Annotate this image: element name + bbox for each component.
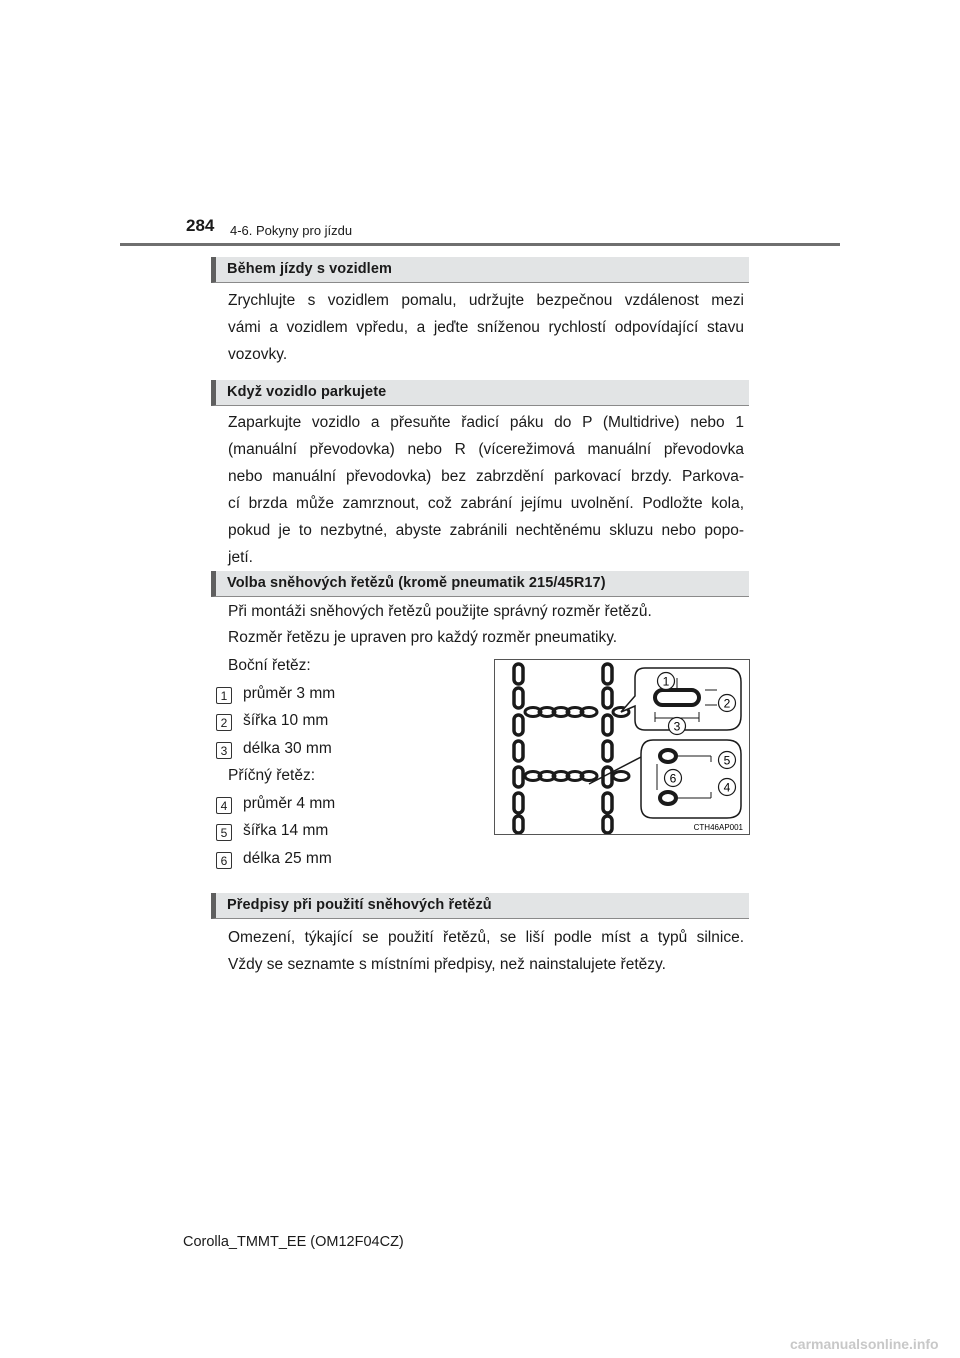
snow-chain-illustration [495, 660, 749, 834]
figure-code: CTH46AP001 [693, 823, 743, 832]
header-divider [120, 243, 840, 246]
heading-chain-selection-text: Volba sněhových řetězů (kromě pneumatik 215/45R17) [227, 575, 606, 591]
callout-number-5: 5 [216, 824, 232, 841]
side-chain-label: Boční řetěz: [228, 657, 311, 674]
section-title: 4-6. Pokyny pro jízdu [230, 223, 353, 238]
figure-callout-6: 6 [669, 771, 677, 786]
text-line: jetí. [228, 549, 253, 566]
callout-number-1: 1 [216, 687, 232, 704]
paragraph-regulations [228, 924, 744, 978]
text-line: nebo manuální převodovka) bez zabrzdění parkovací brzdy. Parkova- [228, 468, 744, 485]
text-line: (manuální převodovka) nebo R (vícerežimová manuální převodovka [228, 441, 744, 458]
text-line: vozovky. [228, 346, 288, 363]
cross-chain-length: délka 25 mm [243, 850, 332, 867]
chain-intro-line-1: Při montáži sněhových řetězů použijte správný rozměr řetězů. [228, 603, 652, 620]
heading-chain-regulations-text: Předpisy při použití sněhových řetězů [227, 897, 492, 913]
page-number: 284 [186, 216, 215, 235]
text-line: Vždy se seznamte s místními předpisy, než nainstalujete řetězy. [228, 956, 666, 973]
heading-driving [211, 257, 749, 283]
figure-callout-2: 2 [723, 696, 731, 711]
page-footer: Corolla_TMMT_EE (OM12F04CZ) [183, 1234, 404, 1250]
cross-chain-diameter: průměr 4 mm [243, 795, 336, 812]
figure-callout-3: 3 [673, 719, 681, 734]
heading-chain-regulations [211, 893, 749, 919]
figure-callout-1: 1 [662, 674, 670, 689]
side-chain-width: šířka 10 mm [243, 712, 329, 729]
snow-chain-figure [494, 659, 750, 835]
cross-chain-label: Příčný řetěz: [228, 767, 315, 784]
text-line: Zaparkujte vozidlo a přesuňte řadicí páku do P (Multidrive) nebo 1 [228, 414, 744, 431]
callout-number-6: 6 [216, 852, 232, 869]
text-line: cí brzda může zamrznout, což zabrání jejímu uvolnění. Podložte kola, [228, 495, 744, 512]
figure-callout-4: 4 [723, 780, 731, 795]
heading-parking [211, 380, 749, 406]
side-chain-length: délka 30 mm [243, 740, 332, 757]
side-chain-diameter: průměr 3 mm [243, 685, 336, 702]
heading-driving-text: Během jízdy s vozidlem [227, 261, 392, 277]
chain-intro-line-2: Rozměr řetězu je upraven pro každý rozměr pneumatiky. [228, 629, 618, 646]
paragraph-driving [228, 287, 744, 368]
heading-parking-text: Když vozidlo parkujete [227, 384, 387, 400]
text-line: Omezení, týkající se použití řetězů, se liší podle míst a typů silnice. [228, 929, 744, 946]
callout-number-2: 2 [216, 714, 232, 731]
text-line: vámi a vozidlem vpředu, a jeďte sníženou rychlostí odpovídající stavu [228, 319, 744, 336]
callout-number-3: 3 [216, 742, 232, 759]
text-line: Zrychlujte s vozidlem pomalu, udržujte bezpečnou vzdálenost mezi [228, 292, 744, 309]
figure-callout-5: 5 [723, 753, 731, 768]
cross-chain-width: šířka 14 mm [243, 822, 329, 839]
watermark: carmanualsonline.info [790, 1336, 939, 1352]
callout-number-4: 4 [216, 797, 232, 814]
text-line: pokud je to nezbytné, abyste zabránili nechtěnému skluzu nebo popo- [228, 522, 744, 539]
paragraph-parking [228, 409, 744, 571]
heading-chain-selection [211, 571, 749, 597]
